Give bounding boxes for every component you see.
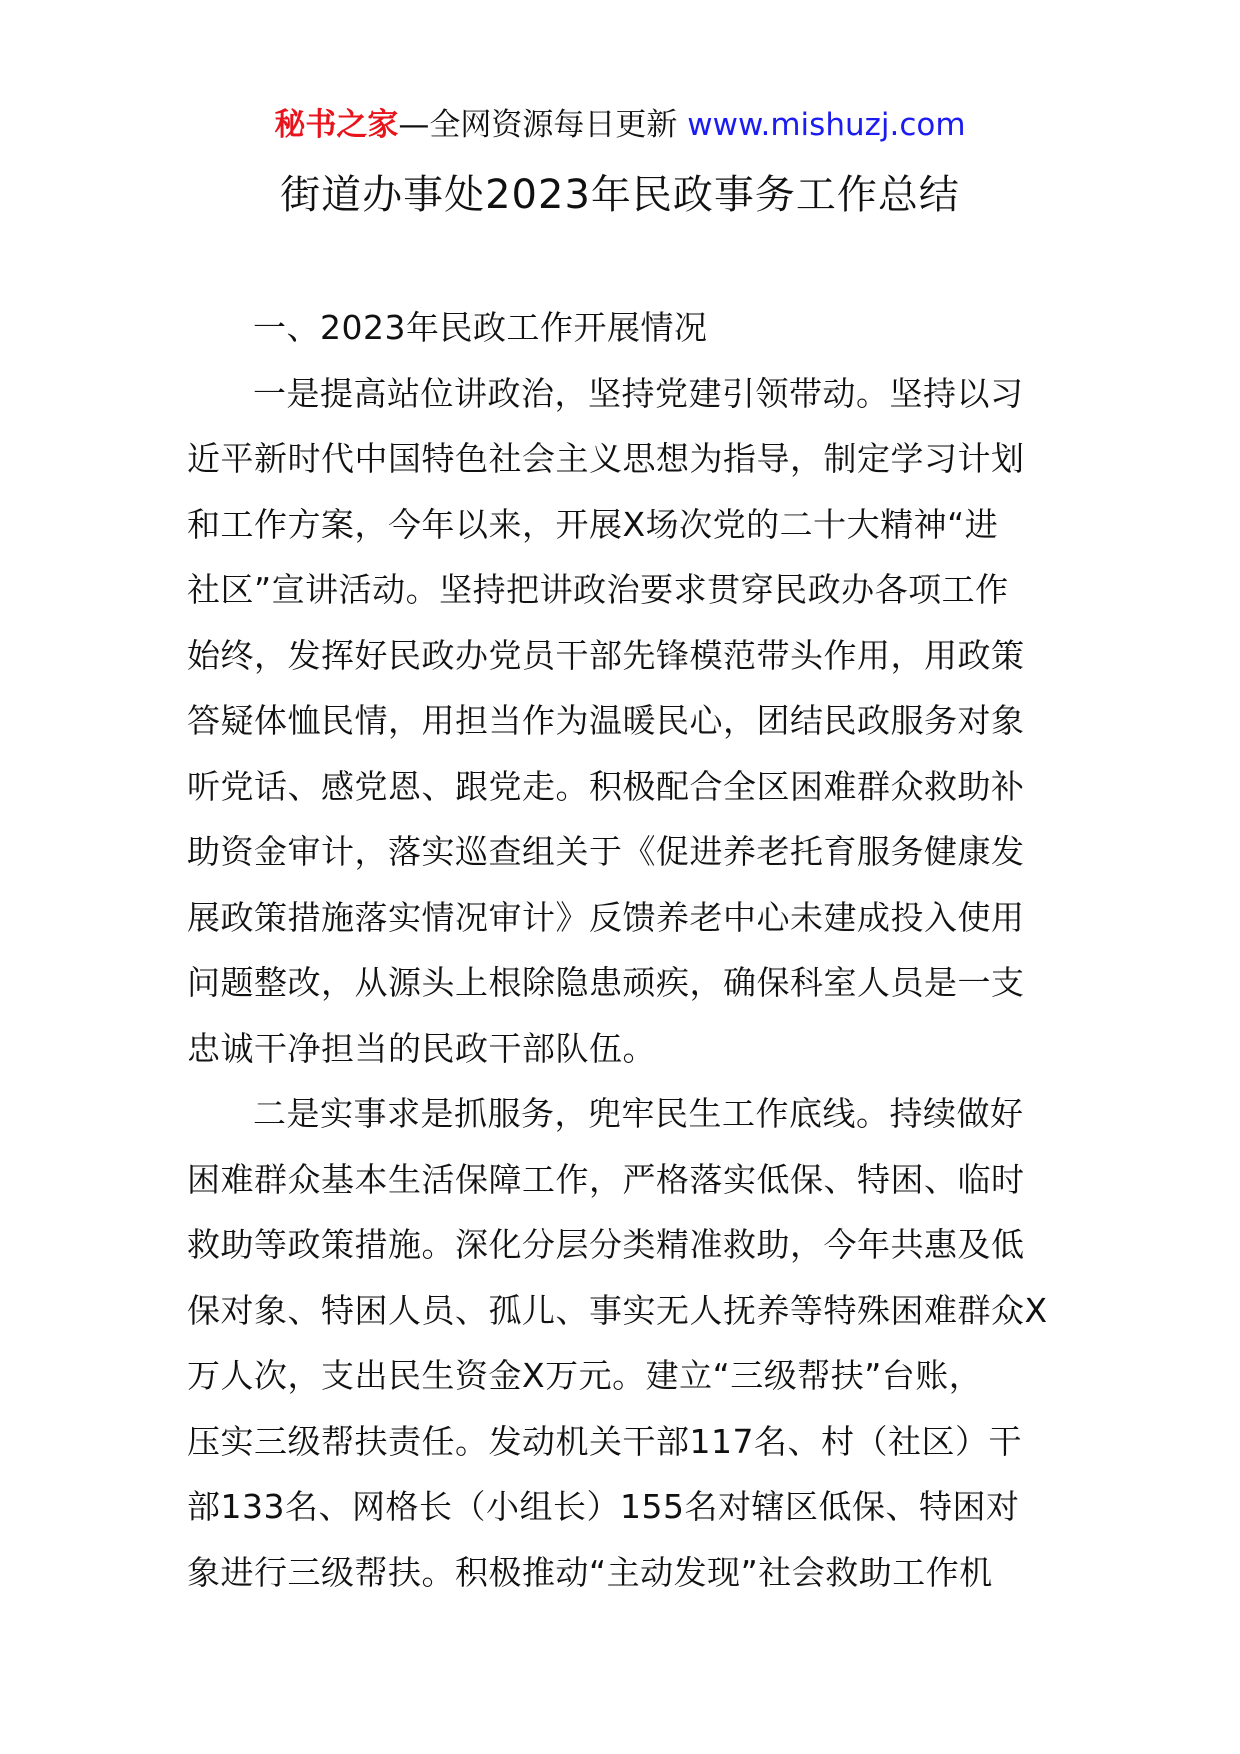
paragraph-line: 救助等政策措施。深化分层分类精准救助，今年共惠及低 <box>187 1225 1025 1264</box>
paragraph-line: 助资金审计，落实巡查组关于《促进养老托育服务健康发 <box>187 832 1025 871</box>
paragraph-2 <box>187 1081 1067 1605</box>
paragraph-line: 部133名、网格长（小组长）155名对辖区低保、特困对 <box>187 1487 1020 1526</box>
site-url-link[interactable]: www.mishuzj.com <box>687 107 966 143</box>
paragraph-line: 问题整改，从源头上根除隐患顽疾，确保科室人员是一支 <box>187 963 1025 1002</box>
paragraph-line: 象进行三级帮扶。积极推动“主动发现”社会救助工作机 <box>187 1552 993 1592</box>
paragraph-1 <box>187 361 1067 1082</box>
watermark-header <box>0 100 1240 150</box>
paragraph-line: 始终，发挥好民政办党员干部先锋模范带头作用，用政策 <box>187 635 1025 675</box>
paragraph-line: 万人次，支出民生资金X万元。建立“三级帮扶”台账， <box>187 1356 983 1395</box>
section-heading: 一、2023年民政工作开展情况 <box>253 308 708 347</box>
paragraph-line: 困难群众基本生活保障工作，严格落实低保、特困、临时 <box>187 1159 1025 1199</box>
paragraph-line: 保对象、特困人员、孤儿、事实无人抚养等特殊困难群众X <box>187 1290 1048 1330</box>
brand-name: 秘书之家 <box>274 107 399 143</box>
paragraph-line: 社区”宣讲活动。坚持把讲政治要求贯穿民政办各项工作 <box>187 570 1009 609</box>
paragraph-line: 近平新时代中国特色社会主义思想为指导，制定学习计划 <box>187 439 1025 478</box>
paragraph-line: 压实三级帮扶责任。发动机关干部117名、村（社区）干 <box>187 1421 1022 1461</box>
paragraph-line: 和工作方案，今年以来，开展X场次党的二十大精神“进 <box>187 504 999 544</box>
document-body <box>187 295 1067 1605</box>
paragraph-line: 忠诚干净担当的民政干部队伍。 <box>187 1028 656 1068</box>
header-tagline: —全网资源每日更新 <box>398 107 678 143</box>
paragraph-line: 一是提高站位讲政治，坚持党建引领带动。坚持以习 <box>253 373 1024 413</box>
paragraph-line: 二是实事求是抓服务，兜牢民生工作底线。持续做好 <box>253 1094 1024 1133</box>
paragraph-line: 答疑体恤民情，用担当作为温暖民心，团结民政服务对象 <box>187 701 1025 740</box>
paragraph-line: 听党话、感党恩、跟党走。积极配合全区困难群众救助补 <box>187 766 1025 806</box>
paragraph-line: 展政策措施落实情况审计》反馈养老中心未建成投入使用 <box>187 897 1025 937</box>
document-title: 街道办事处2023年民政事务工作总结 <box>280 172 960 218</box>
